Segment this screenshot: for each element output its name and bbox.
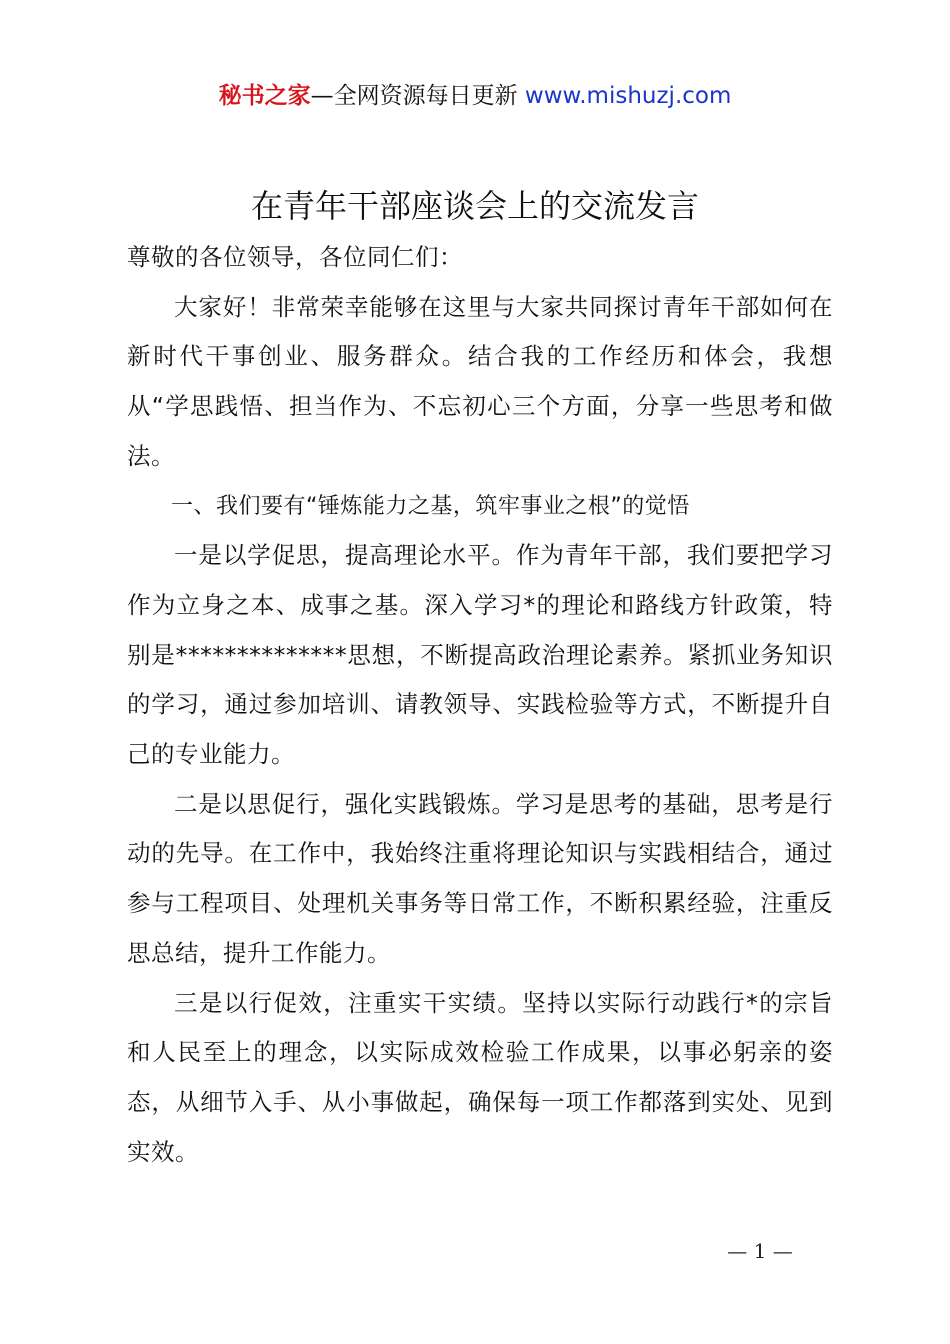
section-heading-1: 一、我们要有“锤炼能力之基，筑牢事业之根”的觉悟: [171, 493, 690, 519]
site-header-banner: [0, 78, 950, 114]
salutation: 尊敬的各位领导，各位同仁们：: [127, 243, 463, 271]
page-number: — 1 —: [727, 1239, 793, 1263]
paragraph-point-2: 二是以思促行，强化实践锻炼。学习是思考的基础，思考是行动的先导。在工作中，我始终注重将理论知识与实践相结合，通过参与工程项目、处理机关事务等日常工作，不断积累经验，注重反思总结，提升工作能力。: [127, 789, 833, 967]
site-tagline: —全网资源每日更新: [310, 83, 525, 109]
site-brand-name: 秘书之家: [218, 83, 311, 109]
paragraph-point-3: 三是以行促效，注重实干实绩。坚持以实际行动践行*的宗旨和人民至上的理念，以实际成效检验工作成果，以事必躬亲的姿态，从细节入手、从小事做起，确保每一项工作都落到实处、见到实效。: [127, 988, 833, 1166]
paragraph-greeting: 大家好！非常荣幸能够在这里与大家共同探讨青年干部如何在新时代干事创业、服务群众。结合我的工作经历和体会，我想从“学思践悟、担当作为、不忘初心三个方面，分享一些思考和做法。: [127, 292, 833, 470]
paragraph-point-1: 一是以学促思，提高理论水平。作为青年干部，我们要把学习作为立身之本、成事之基。深入学习*的理论和路线方针政策，特别是**************思想，不断提高政治理论素养。紧抓业务知识的学习，通过参加培训、请教领导、实践检验等方式，不断提升自己的专业能力。: [127, 541, 833, 769]
site-url-link[interactable]: www.mishuzj.com: [524, 83, 732, 109]
document-title: 在青年干部座谈会上的交流发言: [250, 187, 699, 225]
document-body: [127, 233, 833, 1177]
